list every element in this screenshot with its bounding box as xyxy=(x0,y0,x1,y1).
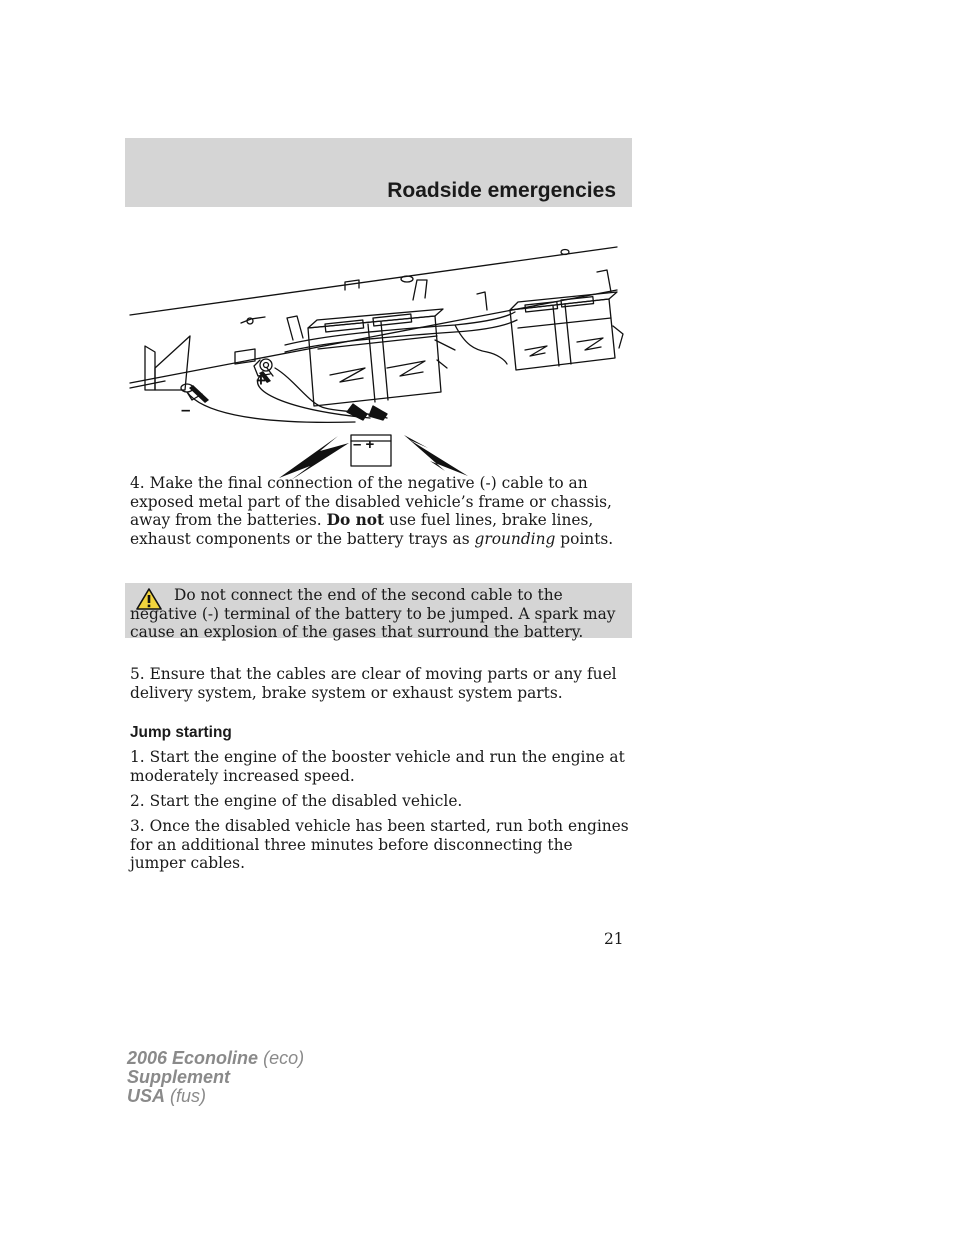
page-number: 21 xyxy=(604,930,624,948)
footer-model-code: (eco) xyxy=(263,1048,305,1068)
footer-market: USA xyxy=(127,1086,166,1106)
warning-box xyxy=(125,583,632,642)
footer-market-code: (fus) xyxy=(170,1086,207,1106)
section-title: Roadside emergencies xyxy=(387,179,616,202)
footer-model: 2006 Econoline xyxy=(127,1048,259,1068)
step-4-text-end: points. xyxy=(555,529,614,548)
negative-sign-label: – xyxy=(181,400,191,419)
jump-step-3: 3. Once the disabled vehicle has been started, run both engines for an additional three minutes before disconnecting the jumper cables. xyxy=(130,817,629,873)
header-band xyxy=(125,138,632,207)
jump-step-2: 2. Start the engine of the disabled vehicle. xyxy=(130,792,463,810)
battery-terminals-label: – + xyxy=(353,436,375,453)
step-4-bold-text: Do not xyxy=(326,511,385,530)
positive-sign-label: + xyxy=(256,371,266,390)
step-4-paragraph xyxy=(130,474,630,548)
step-4-text-middle: use fuel lines, brake lines, exhaust components or the battery trays as xyxy=(130,511,594,548)
jump-start-illustration xyxy=(125,240,625,485)
step-4-italic-text: grounding xyxy=(474,529,556,548)
jump-step-1: 1. Start the engine of the booster vehicle and run the engine at moderately increased speed. xyxy=(130,748,625,785)
warning-text: Do not connect the end of the second cable to the negative (-) terminal of the battery to be jumped. A spark may cause an explosion of the gases that surround the battery. xyxy=(130,586,616,642)
jump-starting-heading: Jump starting xyxy=(130,724,232,741)
footer xyxy=(127,1049,304,1106)
footer-book: Supplement xyxy=(127,1067,231,1087)
step-5-paragraph: 5. Ensure that the cables are clear of moving parts or any fuel delivery system, brake system or exhaust system parts. xyxy=(130,665,617,702)
step-4-text: 4. Make the final connection of the negative (-) cable to an exposed metal part of the disabled vehicle’s frame or chassis, away from the batteries. xyxy=(130,474,612,530)
